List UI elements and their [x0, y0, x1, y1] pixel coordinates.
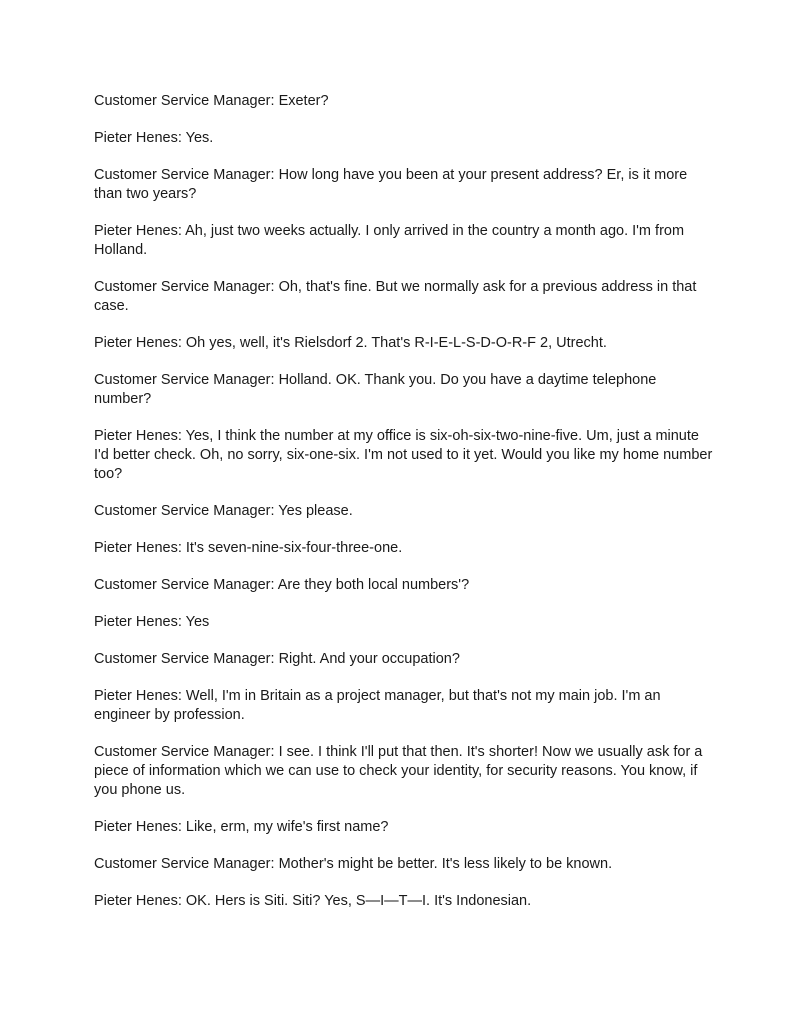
line-text: Exeter? [278, 93, 329, 109]
line-text: How long have you been at your present address? Er, is it more than two years? [94, 167, 688, 202]
line-text: OK. Hers is Siti. Siti? Yes, S—I—T—I. It's Indonesian. [185, 893, 532, 909]
transcript-line: Customer Service Manager: Holland. OK. Thank you. Do you have a daytime telephone number? [94, 372, 657, 407]
line-text: Like, erm, my wife's first name? [185, 819, 389, 835]
line-text: Mother's might be better. It's less likely to be known. [278, 856, 613, 872]
transcript-dialogue [94, 92, 714, 929]
speaker-name: Pieter Henes [94, 428, 178, 444]
line-text: Yes [185, 614, 210, 630]
speaker-name: Customer Service Manager [94, 856, 271, 872]
transcript-line: Customer Service Manager: Right. And your occupation? [94, 651, 460, 667]
transcript-line: Customer Service Manager: I see. I think I'll put that then. It's shorter! Now we usually ask for a piece of information which we can use to check your identity, for security reasons. You know, if you phone us. [94, 744, 703, 798]
transcript-line: Customer Service Manager: Oh, that's fine. But we normally ask for a previous address in that case. [94, 279, 697, 314]
transcript-line: Pieter Henes: Yes [94, 614, 210, 630]
transcript-line: Customer Service Manager: How long have you been at your present address? Er, is it more than two years? [94, 167, 688, 202]
line-text: Oh, that's fine. But we normally ask for a previous address in that case. [94, 279, 697, 314]
speaker-name: Pieter Henes [94, 223, 178, 239]
speaker-name: Customer Service Manager [94, 279, 271, 295]
line-text: Well, I'm in Britain as a project manager, but that's not my main job. I'm an engineer by profession. [94, 688, 661, 723]
speaker-name: Pieter Henes [94, 540, 178, 556]
transcript-line: Pieter Henes: It's seven-nine-six-four-three-one. [94, 540, 403, 556]
speaker-name: Customer Service Manager [94, 167, 271, 183]
speaker-name: Pieter Henes [94, 335, 178, 351]
line-text: Yes, I think the number at my office is six-oh-six-two-nine-five. Um, just a minute I'd better check. Oh, no sorry, six-one-six. I'm not used to it yet. Would you like my home number too? [94, 428, 713, 482]
transcript-line: Pieter Henes: Oh yes, well, it's Rielsdorf 2. That's R-I-E-L-S-D-O-R-F 2, Utrecht. [94, 335, 607, 351]
transcript-line: Customer Service Manager: Yes please. [94, 503, 353, 519]
speaker-name: Pieter Henes [94, 688, 178, 704]
transcript-line: Pieter Henes: Yes, I think the number at my office is six-oh-six-two-nine-five. Um, just a minute I'd better check. Oh, no sorry, six-one-six. I'm not used to it yet. Would you like my home number too? [94, 428, 713, 482]
line-text: Oh yes, well, it's Rielsdorf 2. That's R-I-E-L-S-D-O-R-F 2, Utrecht. [185, 335, 607, 351]
speaker-name: Customer Service Manager [94, 93, 271, 109]
line-text: It's seven-nine-six-four-three-one. [185, 540, 403, 556]
speaker-name: Pieter Henes [94, 130, 178, 146]
line-text: Holland. OK. Thank you. Do you have a daytime telephone number? [94, 372, 657, 407]
speaker-name: Pieter Henes [94, 893, 178, 909]
transcript-line: Pieter Henes: Like, erm, my wife's first name? [94, 819, 389, 835]
line-text: Are they both local numbers'? [277, 577, 470, 593]
line-text: Yes please. [278, 503, 353, 519]
transcript-line: Customer Service Manager: Mother's might be better. It's less likely to be known. [94, 856, 613, 872]
transcript-line: Pieter Henes: Well, I'm in Britain as a project manager, but that's not my main job. I'm an engineer by profession. [94, 688, 661, 723]
line-text: Right. And your occupation? [278, 651, 460, 667]
speaker-name: Customer Service Manager [94, 372, 271, 388]
transcript-line: Pieter Henes: Yes. [94, 130, 214, 146]
speaker-name: Customer Service Manager [94, 744, 271, 760]
speaker-name: Pieter Henes [94, 819, 178, 835]
speaker-name: Customer Service Manager [94, 651, 271, 667]
transcript-line: Pieter Henes: Ah, just two weeks actually. I only arrived in the country a month ago. I'm from Holland. [94, 223, 685, 258]
line-text: Ah, just two weeks actually. I only arrived in the country a month ago. I'm from Holland. [94, 223, 685, 258]
transcript-line: Customer Service Manager: Exeter? [94, 93, 329, 109]
line-text: Yes. [185, 130, 214, 146]
speaker-name: Pieter Henes [94, 614, 178, 630]
speaker-name: Customer Service Manager [94, 503, 271, 519]
transcript-line: Customer Service Manager: Are they both local numbers'? [94, 577, 470, 593]
line-text: I see. I think I'll put that then. It's shorter! Now we usually ask for a piece of information which we can use to check your identity, for security reasons. You know, if you phone us. [94, 744, 703, 798]
transcript-line: Pieter Henes: OK. Hers is Siti. Siti? Yes, S—I—T—I. It's Indonesian. [94, 893, 532, 909]
speaker-name: Customer Service Manager [94, 577, 271, 593]
